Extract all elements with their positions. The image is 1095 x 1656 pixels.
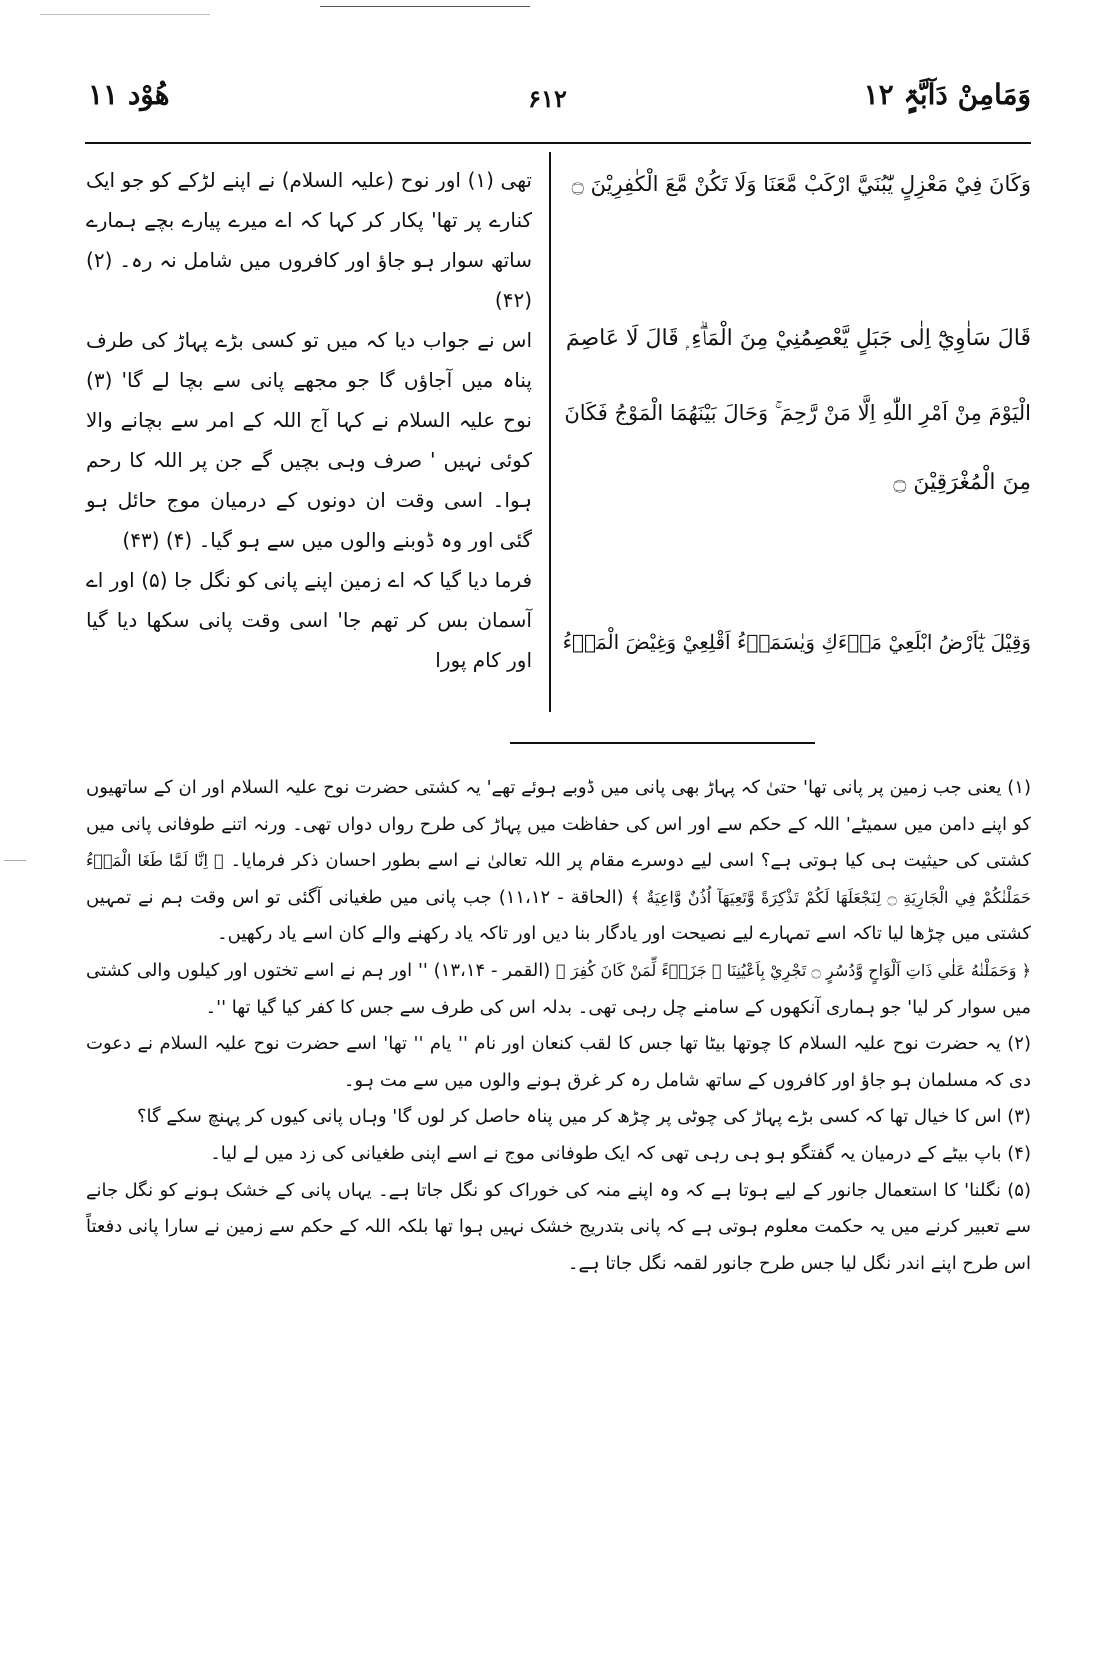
urdu-translation-column bbox=[86, 160, 532, 680]
scan-edge-line bbox=[40, 14, 210, 15]
urdu-verse-42: تھی (۱) اور نوح (علیہ السلام) نے اپنے لڑکے کو جو ایک کنارے پر تھا' پکار کر کہا کہ اے میرے پیارے بچے ہمارے ساتھ سوار ہو جاؤ اور کافروں میں شامل نہ رہ۔ (۲) (۴۲) bbox=[86, 168, 532, 312]
footnote-3: (۳) اس کا خیال تھا کہ کسی بڑے پہاڑ کی چوٹی پر چڑھ کر میں پناہ حاصل کر لوں گا' وہاں پانی کیوں کر پہنچ سکے گا؟ bbox=[136, 1106, 1031, 1128]
footnote-1b-ref: (القمر - ۱۳،۱۴) bbox=[433, 959, 551, 981]
footnote-1b-translation: '' اور ہم نے اسے تختوں اور کیلوں والی کشتی میں سوار کر لیا' جو ہماری آنکھوں کے سامنے چل رہی تھی۔ بدلہ اس کی طرف سے جس کا کفر کیا گیا تھا ''۔ bbox=[86, 959, 1031, 1018]
footnote-1-ref: (الحاقة - ۱۱،۱۲) bbox=[498, 886, 624, 908]
footnote-rule bbox=[510, 742, 815, 744]
scan-edge-mark bbox=[4, 860, 26, 861]
juz-header: وَمَامِنْ دَآبَّۃٍ ۱۲ bbox=[863, 78, 1031, 111]
footnote-4: (۴) باپ بیٹے کے درمیان یہ گفتگو ہو ہی رہی تھی کہ ایک طوفانی موج نے اسے اپنی طغیانی کی زد میں لے لیا۔ bbox=[210, 1142, 1031, 1164]
urdu-verse-44: فرما دیا گیا کہ اے زمین اپنے پانی کو نگل جا (۵) اور اے آسمان بس کر تھم جا' اسی وقت پانی سکھا دیا گیا اور کام پورا bbox=[86, 568, 532, 672]
footnote-1 bbox=[86, 770, 1031, 953]
footnote-1-translation: جب پانی میں طغیانی آگئی تو اس وقت ہم نے تمہیں کشتی میں چڑھا لیا تاکہ اسے تمہارے لیے نصیحت اور یادگار بنا دیں اور تاکہ یاد رکھنے والے کان اسے یاد رکھیں۔ bbox=[86, 886, 1031, 945]
arabic-verse-43-line3: مِنَ الْمُغْرَقِيْنَ ۝ bbox=[893, 470, 1031, 495]
header-rule bbox=[85, 142, 1031, 144]
footnote-2: (۲) یہ حضرت نوح علیہ السلام کا چوتھا بیٹا تھا جس کا لقب کنعان اور نام '' یام '' تھا' اسے حضرت نوح علیہ السلام نے دعوت دی کہ مسلمان ہو جاؤ اور کافروں کے ساتھ شامل رہ کر غرق ہونے والوں میں سے مت ہو۔ bbox=[86, 1033, 1031, 1091]
footnote-1b bbox=[86, 953, 1031, 1026]
footnote-1b-ayah: ﴿ وَحَمَلْنٰهُ عَلٰي ذَاتِ اَلْوَاحٍ وَّدُسُرٍ ۝ تَجْرِيْ بِاَعْيُنِنَا ۚ جَزَاۗءً لِّمَنْ كَانَ كُفِرَ ﴾ bbox=[556, 960, 1032, 980]
page-number: ۶۱۲ bbox=[528, 84, 567, 113]
surah-header: ھُوْد ۱۱ bbox=[88, 78, 170, 111]
arabic-verse-43-line1: قَالَ سَاٰوِيْٓ اِلٰى جَبَلٍ يَّعْصِمُنِيْ مِنَ الْمَاۗءِ ۭ قَالَ لَا عَاصِمَ bbox=[565, 326, 1031, 351]
footnote-1-ayah: ﴿ اِنَّا لَمَّا طَغَا الْمَاۗءُ حَمَلْنٰكُمْ فِي الْجَارِيَةِ ۝ لِنَجْعَلَهَا لَكُمْ تَذْكِرَةً وَّتَعِيَهَآ اُذُنٌ وَّاعِيَةٌ ﴾ bbox=[86, 851, 1031, 907]
arabic-verse-42: وَكَانَ فِيْ مَعْزِلٍ يّٰبُنَيَّ ارْكَبْ مَّعَنَا وَلَا تَكُنْ مَّعَ الْكٰفِرِيْنَ ۝ bbox=[571, 172, 1031, 196]
urdu-verse-43: اس نے جواب دیا کہ میں تو کسی بڑے پہاڑ کی طرف پناہ میں آجاؤں گا جو مجھے پانی سے بچا لے گا' (۳) نوح علیہ السلام نے کہا آج اللہ کے امر سے بچانے والا کوئی نہیں ' صرف وہی بچیں گے جن پر اللہ کا رحم ہوا۔ اسی وقت ان دونوں کے درمیان موج حائل ہو گئی اور وہ ڈوبنے والوں میں سے ہو گیا۔ (۴) (۴۳) bbox=[86, 328, 532, 552]
arabic-verse-43-line2: الْيَوْمَ مِنْ اَمْرِ اللّٰهِ اِلَّا مَنْ رَّحِمَ ۚ وَحَالَ بَيْنَهُمَا الْمَوْجُ فَكَانَ bbox=[564, 401, 1031, 425]
footnote-5: (۵) نگلنا' کا استعمال جانور کے لیے ہوتا ہے کہ وہ اپنے منہ کی خوراک کو نگل جاتا ہے۔ یہاں پانی کے خشک ہونے کو نگل جانے سے تعبیر کرنے میں یہ حکمت معلوم ہوتی ہے کہ پانی بتدریج خشک نہیں ہوا تھا بلکہ اللہ کے حکم سے زمین نے سارا پانی دفعتاً اس طرح اپنے اندر نگل لیا جس طرح جانور لقمہ نگل جاتا ہے۔ bbox=[86, 1179, 1031, 1274]
footnote-1-text: (۱) یعنی جب زمین پر پانی تھا' حتیٰ کہ پہاڑ بھی پانی میں ڈوبے ہوئے تھے' یہ کشتی حضرت نوح علیہ السلام اور ان کے ساتھیوں کو اپنے دامن میں سمیٹے' اللہ کے حکم سے اور اس کی حفاظت میں پہاڑ کی طرح رواں دواں تھی۔ ورنہ اتنے طوفانی پانی میں کشتی کی حیثیت ہی کیا ہوتی ہے؟ اسی لیے دوسرے مقام پر اللہ تعالیٰ نے اسے بطور احسان ذکر فرمایا۔ bbox=[86, 777, 1031, 872]
column-divider bbox=[549, 152, 551, 712]
footnotes bbox=[86, 770, 1031, 1282]
arabic-verse-44-line1: وَقِيْلَ يٰٓاَرْضُ ابْلَعِيْ مَاۗءَكِ وَيٰسَمَاۗءُ اَقْلِعِيْ وَغِيْضَ الْمَاۗءُ bbox=[562, 630, 1031, 654]
scan-edge-line bbox=[320, 6, 530, 7]
